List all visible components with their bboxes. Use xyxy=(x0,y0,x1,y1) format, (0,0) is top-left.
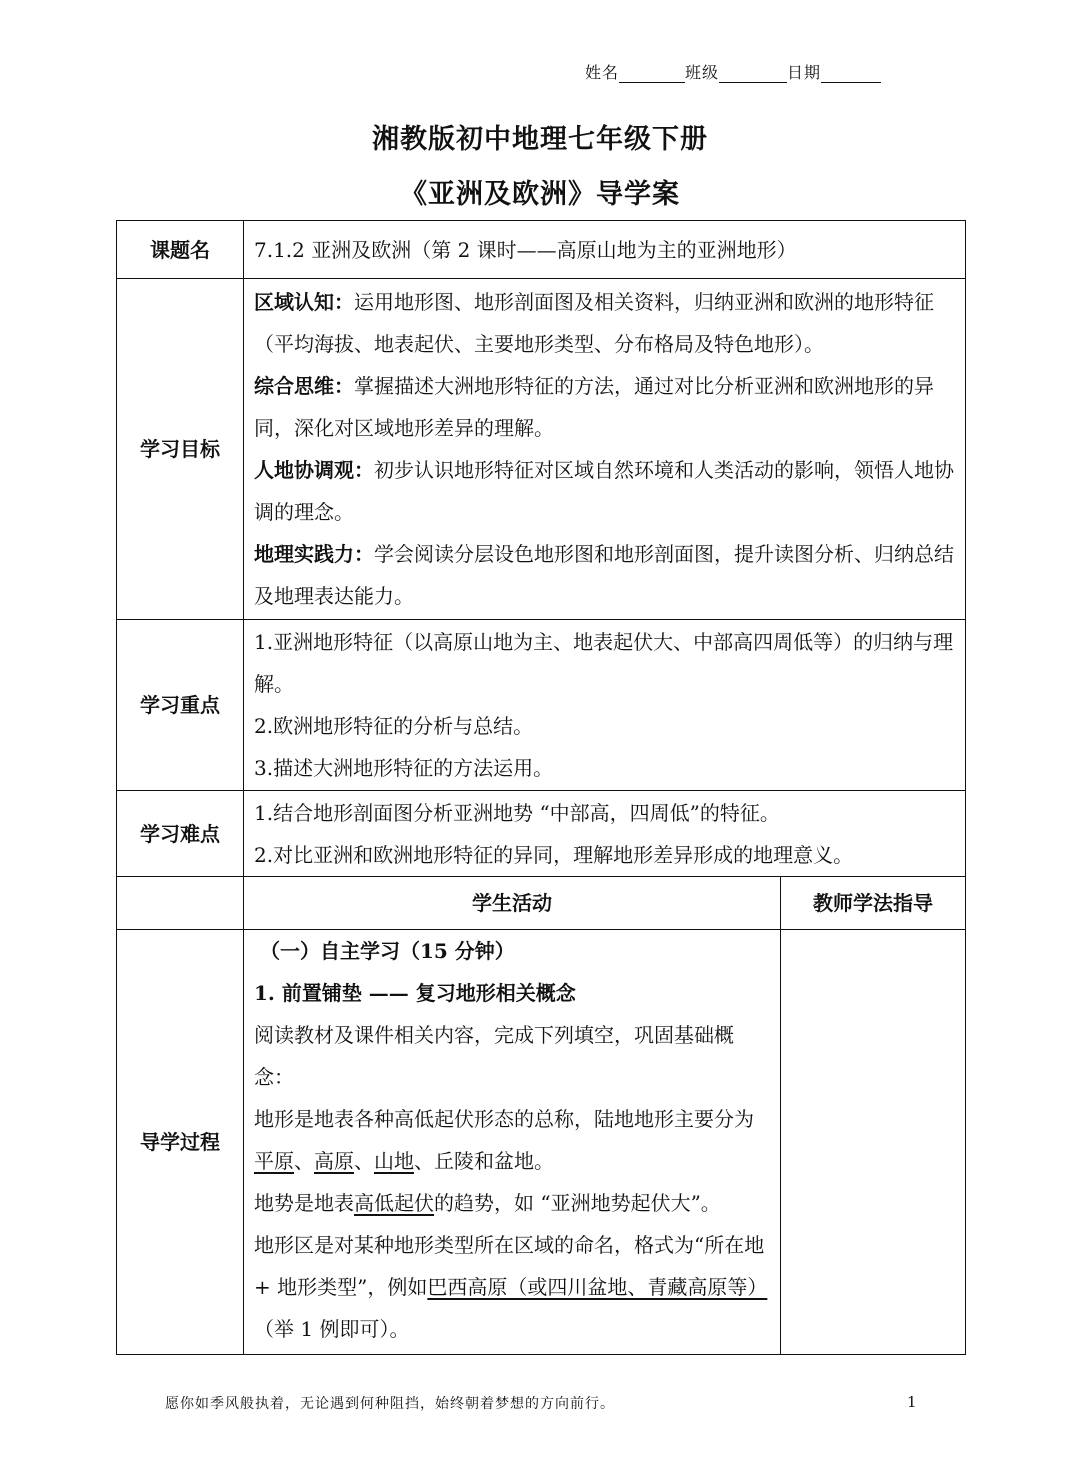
section-heading: （一）自主学习（15 分钟） xyxy=(260,939,515,963)
intro-text: 阅读教材及课件相关内容，完成下列填空，巩固基础概念： xyxy=(254,1023,734,1089)
teacher-guidance-header: 教师学法指导 xyxy=(781,877,966,930)
date-label: 日期 xyxy=(787,63,822,82)
student-activity-content xyxy=(244,930,781,1355)
answer-blank[interactable]: 山地 xyxy=(374,1149,414,1173)
key-points-content xyxy=(244,620,966,791)
key-point-item: 1.亚洲地形特征（以高原山地为主、地表起伏大、中部高四周低等）的归纳与理解。 xyxy=(254,630,954,696)
difficulties-row xyxy=(117,791,966,877)
process-label: 导学过程 xyxy=(117,930,244,1355)
empty-cell xyxy=(117,877,244,930)
fill-in-paragraph: 地势是地表高低起伏的趋势，如 “亚洲地势起伏大”。 xyxy=(254,1191,721,1215)
topic-label: 课题名 xyxy=(117,221,244,279)
footer-motto: 愿你如季风般执着，无论遇到何种阻挡，始终朝着梦想的方向前行。 xyxy=(165,1396,615,1412)
class-label: 班级 xyxy=(685,63,720,82)
student-info-line xyxy=(585,60,881,83)
subsection-heading: 1. 前置铺垫 —— 复习地形相关概念 xyxy=(254,981,576,1005)
name-blank[interactable] xyxy=(619,66,685,83)
date-blank[interactable] xyxy=(821,66,881,83)
name-label: 姓名 xyxy=(585,63,620,82)
objective-item: 地理实践力：学会阅读分层设色地形图和地形剖面图，提升读图分析、归纳总结及地理表达能力。 xyxy=(254,542,954,608)
class-blank[interactable] xyxy=(719,66,787,83)
objective-item: 综合思维：掌握描述大洲地形特征的方法，通过对比分析亚洲和欧洲地形的异同，深化对区域地形差异的理解。 xyxy=(254,374,934,440)
difficulty-item: 2.对比亚洲和欧洲地形特征的异同，理解地形差异形成的地理意义。 xyxy=(254,842,854,867)
page-number: 1 xyxy=(907,1393,917,1411)
fill-in-paragraph: 地形是地表各种高低起伏形态的总称，陆地地形主要分为平原、高原、山地、丘陵和盆地。 xyxy=(254,1107,754,1173)
topic-row xyxy=(117,221,966,279)
student-activity-header: 学生活动 xyxy=(244,877,781,930)
objectives-label: 学习目标 xyxy=(117,279,244,620)
objective-item: 区域认知：运用地形图、地形剖面图及相关资料，归纳亚洲和欧洲的地形特征（平均海拔、地表起伏、主要地形类型、分布格局及特色地形）。 xyxy=(254,290,934,356)
key-point-item: 2.欧洲地形特征的分析与总结。 xyxy=(254,714,534,738)
answer-blank[interactable]: 巴西高原（或四川盆地、青藏高原等） xyxy=(427,1275,768,1299)
process-row xyxy=(117,930,966,1355)
objectives-content xyxy=(244,279,966,620)
teacher-guidance-content[interactable] xyxy=(781,930,966,1355)
document-subtitle: 《亚洲及欧洲》导学案 xyxy=(400,179,680,210)
key-points-label: 学习重点 xyxy=(117,620,244,791)
fill-in-paragraph: 地形区是对某种地形类型所在区域的命名，格式为“所在地 + 地形类型”，例如巴西高原（或四川盆地、青藏高原等）（举 1 例即可）。 xyxy=(254,1233,768,1341)
answer-blank[interactable]: 高原 xyxy=(314,1149,354,1173)
difficulties-content xyxy=(244,791,966,877)
difficulties-label: 学习难点 xyxy=(117,791,244,877)
answer-blank[interactable]: 平原 xyxy=(254,1149,294,1173)
key-point-item: 3.描述大洲地形特征的方法运用。 xyxy=(254,756,554,780)
key-points-row xyxy=(117,620,966,791)
document-title: 湘教版初中地理七年级下册 xyxy=(372,124,708,155)
activity-header-row xyxy=(117,877,966,930)
topic-value: 7.1.2 亚洲及欧洲（第 2 课时——高原山地为主的亚洲地形） xyxy=(244,221,966,279)
objectives-row xyxy=(117,279,966,620)
answer-blank[interactable]: 高低起伏 xyxy=(354,1191,434,1215)
lesson-plan-table xyxy=(116,220,966,1355)
objective-item: 人地协调观：初步认识地形特征对区域自然环境和人类活动的影响，领悟人地协调的理念。 xyxy=(254,458,954,524)
difficulty-item: 1.结合地形剖面图分析亚洲地势 “中部高，四周低”的特征。 xyxy=(254,800,780,825)
